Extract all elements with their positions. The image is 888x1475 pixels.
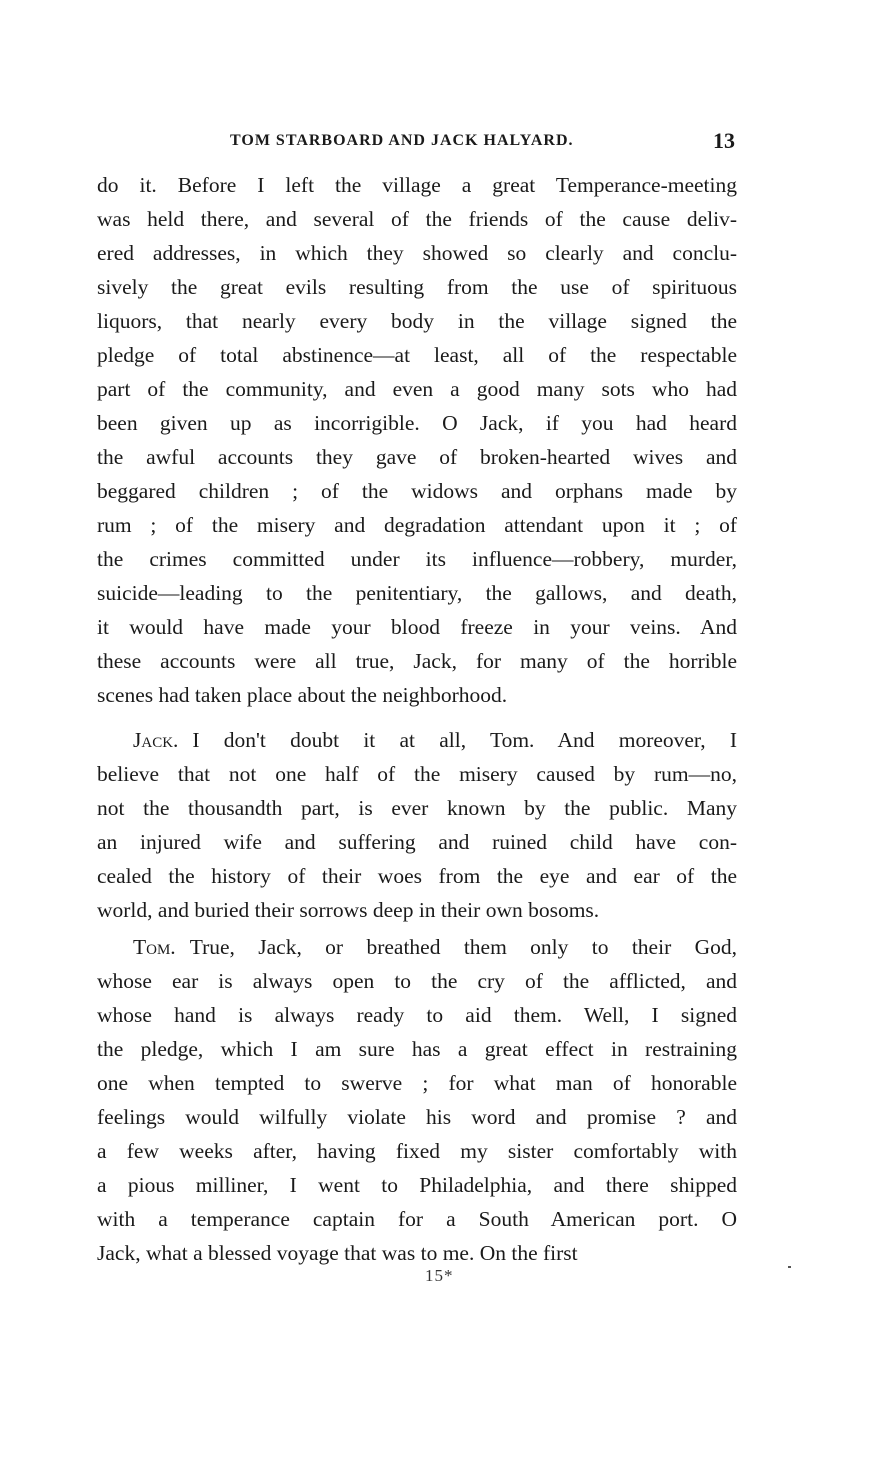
text-line: sively the great evils resulting from the use of spirituous — [97, 275, 737, 299]
text-line: do it. Before I left the village a great Temperance-meeting — [97, 173, 737, 197]
line-text: True, Jack, or breathed them only to their God, — [189, 935, 737, 959]
text-line: with a temperance captain for a South American port. O — [97, 1207, 737, 1231]
text-line: rum ; of the misery and degradation attendant upon it ; of — [97, 513, 737, 537]
page-number: 13 — [713, 128, 735, 153]
text-line: the pledge, which I am sure has a great effect in restraining — [97, 1037, 737, 1061]
text-line: it would have made your blood freeze in your veins. And — [97, 615, 737, 639]
paragraph — [97, 168, 737, 712]
running-header — [97, 128, 737, 158]
text-line: ered addresses, in which they showed so clearly and conclu- — [97, 241, 737, 265]
text-line: one when tempted to swerve ; for what man of honorable — [97, 1071, 737, 1095]
running-title: TOM STARBOARD AND JACK HALYARD. — [230, 132, 574, 149]
text-line: whose hand is always ready to aid them. Well, I signed — [97, 1003, 737, 1027]
speaker-name: Jack. — [133, 728, 179, 752]
text-line: beggared children ; of the widows and orphans made by — [97, 479, 737, 503]
text-line — [97, 930, 737, 964]
text-line: a few weeks after, having fixed my sister comfortably with — [97, 1139, 737, 1163]
text-line: an injured wife and suffering and ruined child have con- — [97, 830, 737, 854]
text-line: suicide—leading to the penitentiary, the gallows, and death, — [97, 581, 737, 605]
text-line: cealed the history of their woes from the eye and ear of the — [97, 864, 737, 888]
text-line: whose ear is always open to the cry of the afflicted, and — [97, 969, 737, 993]
paragraph — [97, 723, 737, 927]
text-line: a pious milliner, I went to Philadelphia, and there shipped — [97, 1173, 737, 1197]
text-line: these accounts were all true, Jack, for many of the horrible — [97, 649, 737, 673]
text-line: not the thousandth part, is ever known by the public. Many — [97, 796, 737, 820]
signature-mark: 15* — [425, 1266, 454, 1285]
text-line: pledge of total abstinence—at least, all of the respectable — [97, 343, 737, 367]
text-line: Jack, what a blessed voyage that was to me. On the first — [97, 1241, 578, 1265]
text-line — [97, 723, 737, 757]
text-line: liquors, that nearly every body in the village signed the — [97, 309, 737, 333]
speaker-name: Tom. — [133, 935, 176, 959]
text-line: the awful accounts they gave of broken-hearted wives and — [97, 445, 737, 469]
scan-speck — [788, 1266, 791, 1268]
text-line: scenes had taken place about the neighborhood. — [97, 683, 508, 707]
text-line: the crimes committed under its influence—robbery, murder, — [97, 547, 737, 571]
text-line: believe that not one half of the misery caused by rum—no, — [97, 762, 737, 786]
text-line: been given up as incorrigible. O Jack, if you had heard — [97, 411, 737, 435]
text-line: world, and buried their sorrows deep in their own bosoms. — [97, 898, 600, 922]
line-text: I don't doubt it at all, Tom. And moreover, I — [192, 728, 737, 752]
text-line: was held there, and several of the friends of the cause deliv- — [97, 207, 737, 231]
paragraph — [97, 930, 737, 1270]
text-line: part of the community, and even a good many sots who had — [97, 377, 737, 401]
text-line: feelings would wilfully violate his word and promise ? and — [97, 1105, 737, 1129]
